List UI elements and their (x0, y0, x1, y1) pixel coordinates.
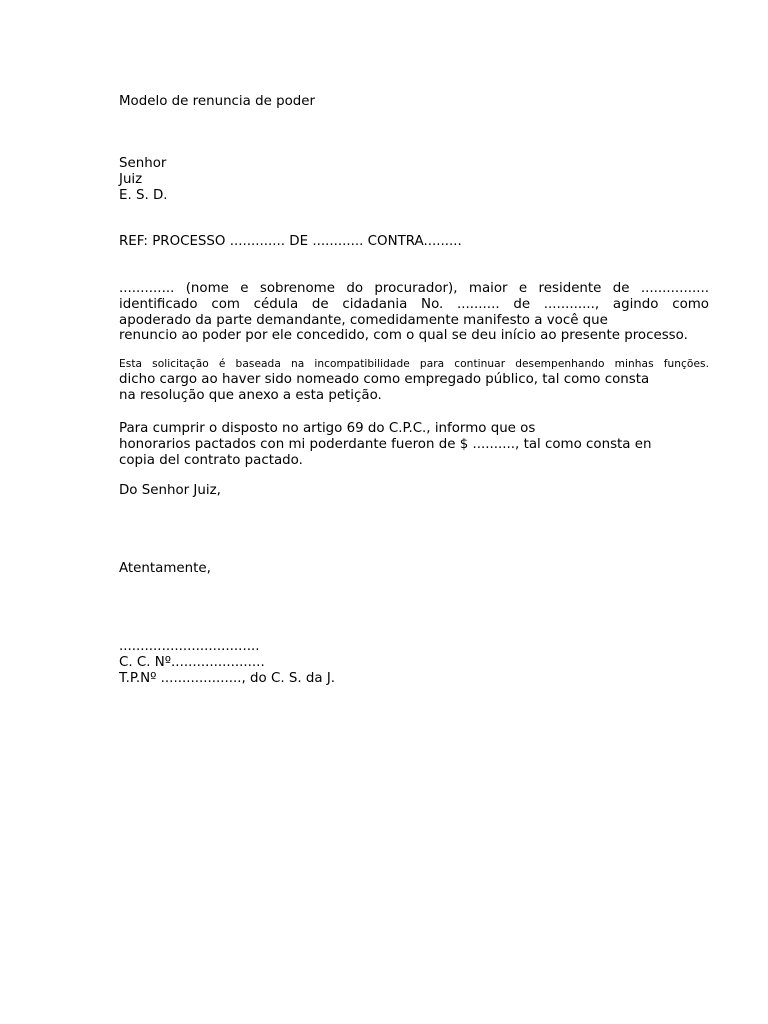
signature-line: ................................. (119, 639, 260, 654)
paragraph-justification (119, 357, 709, 404)
addressee-line: E. S. D. (119, 187, 168, 203)
salutation-text: Atentamente, (119, 561, 211, 576)
signature-tp-line: T.P.Nº ..................., do C. S. da J. (119, 670, 336, 686)
salutation-line (119, 561, 709, 577)
addressee-line: Juiz (119, 171, 143, 187)
paragraph-line: ............. (nome e sobrenome do procurador), maior e residente de ................ (119, 281, 709, 296)
paragraph-line-small: Esta solicitação é baseada na incompatibilidade para continuar desempenhando minhas funções. (119, 358, 709, 370)
paragraph-line: Para cumprir o disposto no artigo 69 do C.P.C., informo que os (119, 421, 536, 436)
paragraph-line: copia del contrato pactado. (119, 452, 303, 468)
paragraph-renunciation (119, 281, 709, 344)
signature-id-line: C. C. Nº...................... (119, 654, 265, 670)
addressee-line: Senhor (119, 156, 167, 171)
title-text: Modelo de renuncia de poder (119, 94, 316, 109)
paragraph-line: renuncio ao poder por ele concedido, com o qual se deu início ao presente processo. (119, 328, 688, 344)
paragraph-fees (119, 421, 709, 468)
paragraph-line: na resolução que anexo a esta petição. (119, 387, 382, 403)
paragraph-line: apoderado da parte demandante, comedidamente manifesto a você que (119, 312, 608, 328)
reference-text: REF: PROCESSO ............. DE ............ CONTRA......... (119, 234, 462, 249)
document-title (119, 94, 709, 110)
signature-block (119, 639, 709, 686)
paragraph-line: identificado com cédula de cidadania No. .......... de ............, agindo como (119, 296, 709, 312)
closing-line (119, 483, 709, 499)
paragraph-line: honorarios pactados con mi poderdante fueron de $ .........., tal como consta en (119, 436, 652, 452)
addressee-block (119, 156, 709, 203)
paragraph-line: dicho cargo ao haver sido nomeado como empregado público, tal como consta (119, 372, 650, 387)
reference-line (119, 234, 709, 250)
closing-text: Do Senhor Juiz, (119, 483, 221, 498)
